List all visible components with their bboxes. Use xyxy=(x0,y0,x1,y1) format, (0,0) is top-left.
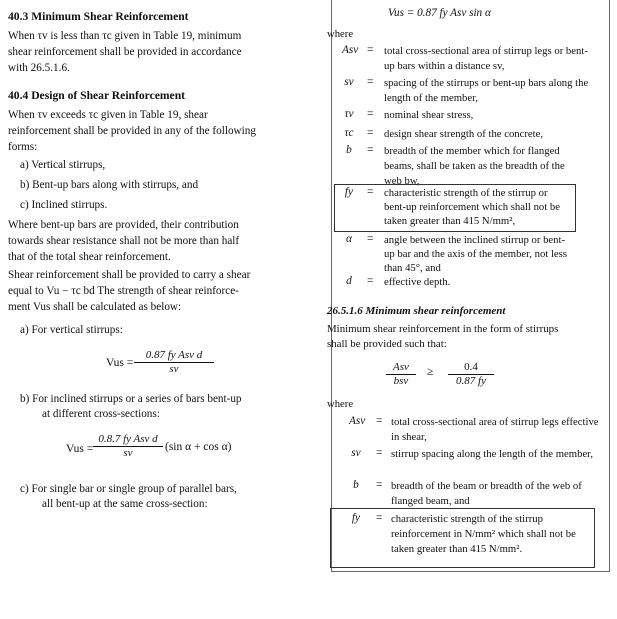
section-40-3-heading: 40.3 Minimum Shear Reinforcement xyxy=(8,10,189,23)
eq-b-lhs: Vus = xyxy=(66,443,94,455)
eq-b-tail: (sin α + cos α) xyxy=(165,441,232,453)
def1-text-fy: characteristic strength of the stirrup or bent-up reinforcement which shall not be taken greater than 415 N/mm², xyxy=(384,187,560,227)
def2-symbol-sv: sv xyxy=(351,447,361,459)
eq-a-numerator: 0.87 fy Asv d xyxy=(145,349,203,361)
def1-symbol-d: d xyxy=(346,275,352,287)
case-c-line-2: all bent-up at the same cross-section: xyxy=(42,498,208,510)
s404-line-1: When τv exceeds τc given in Table 19, shear xyxy=(8,109,208,121)
def1-symbol-tau-c: τc xyxy=(344,127,354,139)
def2-eq-fy: = xyxy=(376,512,383,524)
case-b-line-2: at different cross-sections: xyxy=(42,408,160,420)
eq-b-fraction xyxy=(93,433,163,460)
eq-b-denominator: sv xyxy=(93,446,163,460)
def2-text-sv: stirrup spacing along the length of the member, xyxy=(391,448,593,460)
def1-eq-alpha: = xyxy=(367,233,374,245)
para1-line-1: Where bent-up bars are provided, their contribution xyxy=(8,219,239,231)
ineq-right-den: 0.87 fy xyxy=(448,374,494,388)
def1-text-b: breadth of the member which for flanged beams, shall be taken as the breadth of the web bw, xyxy=(384,145,565,187)
def1-text-sv: spacing of the stirrups or bent-up bars along the length of the member, xyxy=(384,77,589,104)
def1-symbol-tau-v: τv xyxy=(344,108,354,120)
para1-line-3: that of the total shear reinforcement. xyxy=(8,251,171,263)
eq-a-fraction xyxy=(134,349,214,376)
def1-text-asv: total cross-sectional area of stirrup legs or bent-up bars within a distance sv, xyxy=(384,45,588,72)
s404-line-2: reinforcement shall be provided in any of the following xyxy=(8,125,256,137)
def1-eq-tau-c: = xyxy=(367,127,374,139)
def2-text-b: breadth of the beam or breadth of the web of flanged beam, and xyxy=(391,480,582,507)
s403-line-1: When τv is less than τc given in Table 19, minimum xyxy=(8,30,242,42)
eq-a-denominator: sv xyxy=(134,362,214,376)
ineq-left-den: bsv xyxy=(386,374,416,388)
case-b-line-1: b) For inclined stirrups or a series of bars bent-up xyxy=(20,393,242,405)
top-equation: Vus = 0.87 fy Asv sin α xyxy=(388,7,491,19)
def1-eq-d: = xyxy=(367,275,374,287)
para1-line-2: towards shear resistance shall not be more than half xyxy=(8,235,240,247)
def2-eq-sv: = xyxy=(376,447,383,459)
section-40-4-heading: 40.4 Design of Shear Reinforcement xyxy=(8,89,185,102)
def2-symbol-fy: fy xyxy=(351,512,361,524)
form-a: a) Vertical stirrups, xyxy=(20,159,106,171)
def1-text-tau-c: design shear strength of the concrete, xyxy=(384,128,544,140)
def1-eq-tau-v: = xyxy=(367,108,374,120)
case-a-label: a) For vertical stirrups: xyxy=(20,324,123,336)
ineq-operator: ≥ xyxy=(427,366,434,378)
case-c-line-1: c) For single bar or single group of parallel bars, xyxy=(20,483,237,495)
def2-eq-asv: = xyxy=(376,415,383,427)
para2-line-3: ment Vus shall be calculated as below: xyxy=(8,301,182,313)
def1-symbol-alpha: α xyxy=(346,233,352,245)
def1-eq-asv: = xyxy=(367,44,374,56)
ineq-left-fraction xyxy=(386,361,416,388)
def1-eq-fy: = xyxy=(367,186,374,198)
s403-line-2: shear reinforcement shall be provided in accordance xyxy=(8,46,242,58)
def1-text-alpha: angle between the inclined stirrup or bent- up bar and the axis of the member, not less than 45°, and xyxy=(384,234,567,274)
s26516-line-1: Minimum shear reinforcement in the form of stirrups xyxy=(327,323,559,335)
s26516-line-2: shall be provided such that: xyxy=(327,338,447,350)
where-label-1: where xyxy=(327,28,354,40)
def2-text-asv: total cross-sectional area of stirrup legs effective in shear, xyxy=(391,416,599,443)
def2-eq-b: = xyxy=(376,479,383,491)
def2-symbol-b: b xyxy=(353,479,359,491)
def1-symbol-sv: sv xyxy=(344,76,354,88)
ineq-right-num: 0.4 xyxy=(464,361,478,373)
def1-symbol-fy: fy xyxy=(344,186,354,198)
def1-symbol-asv: Asv xyxy=(342,44,359,56)
form-c: c) Inclined stirrups. xyxy=(20,199,108,211)
def1-eq-sv: = xyxy=(367,76,374,88)
def1-eq-b: = xyxy=(367,144,374,156)
section-26-5-1-6-heading: 26.5.1.6 Minimum shear reinforcement xyxy=(327,305,506,317)
eq-b-numerator: 0.8.7 fy Asv d xyxy=(98,433,158,445)
def1-text-tau-v: nominal shear stress, xyxy=(384,109,474,121)
where-label-2: where xyxy=(327,398,354,410)
ineq-left-num: Asv xyxy=(393,361,409,373)
form-b: b) Bent-up bars along with stirrups, and xyxy=(20,179,199,191)
para2-line-2: equal to Vu − τc bd The strength of shear reinforce- xyxy=(8,285,239,297)
ineq-right-fraction xyxy=(448,361,494,388)
s404-line-3: forms: xyxy=(8,141,38,153)
def1-text-d: effective depth. xyxy=(384,276,451,288)
para2-line-1: Shear reinforcement shall be provided to carry a shear xyxy=(8,269,251,281)
def2-text-fy: characteristic strength of the stirrup reinforcement in N/mm² which shall not be taken greater than 415 N/mm². xyxy=(391,513,576,555)
def2-symbol-asv: Asv xyxy=(349,415,366,427)
s403-line-3: with 26.5.1.6. xyxy=(8,62,70,74)
def1-symbol-b: b xyxy=(346,144,352,156)
eq-a-lhs: Vus = xyxy=(106,357,134,369)
